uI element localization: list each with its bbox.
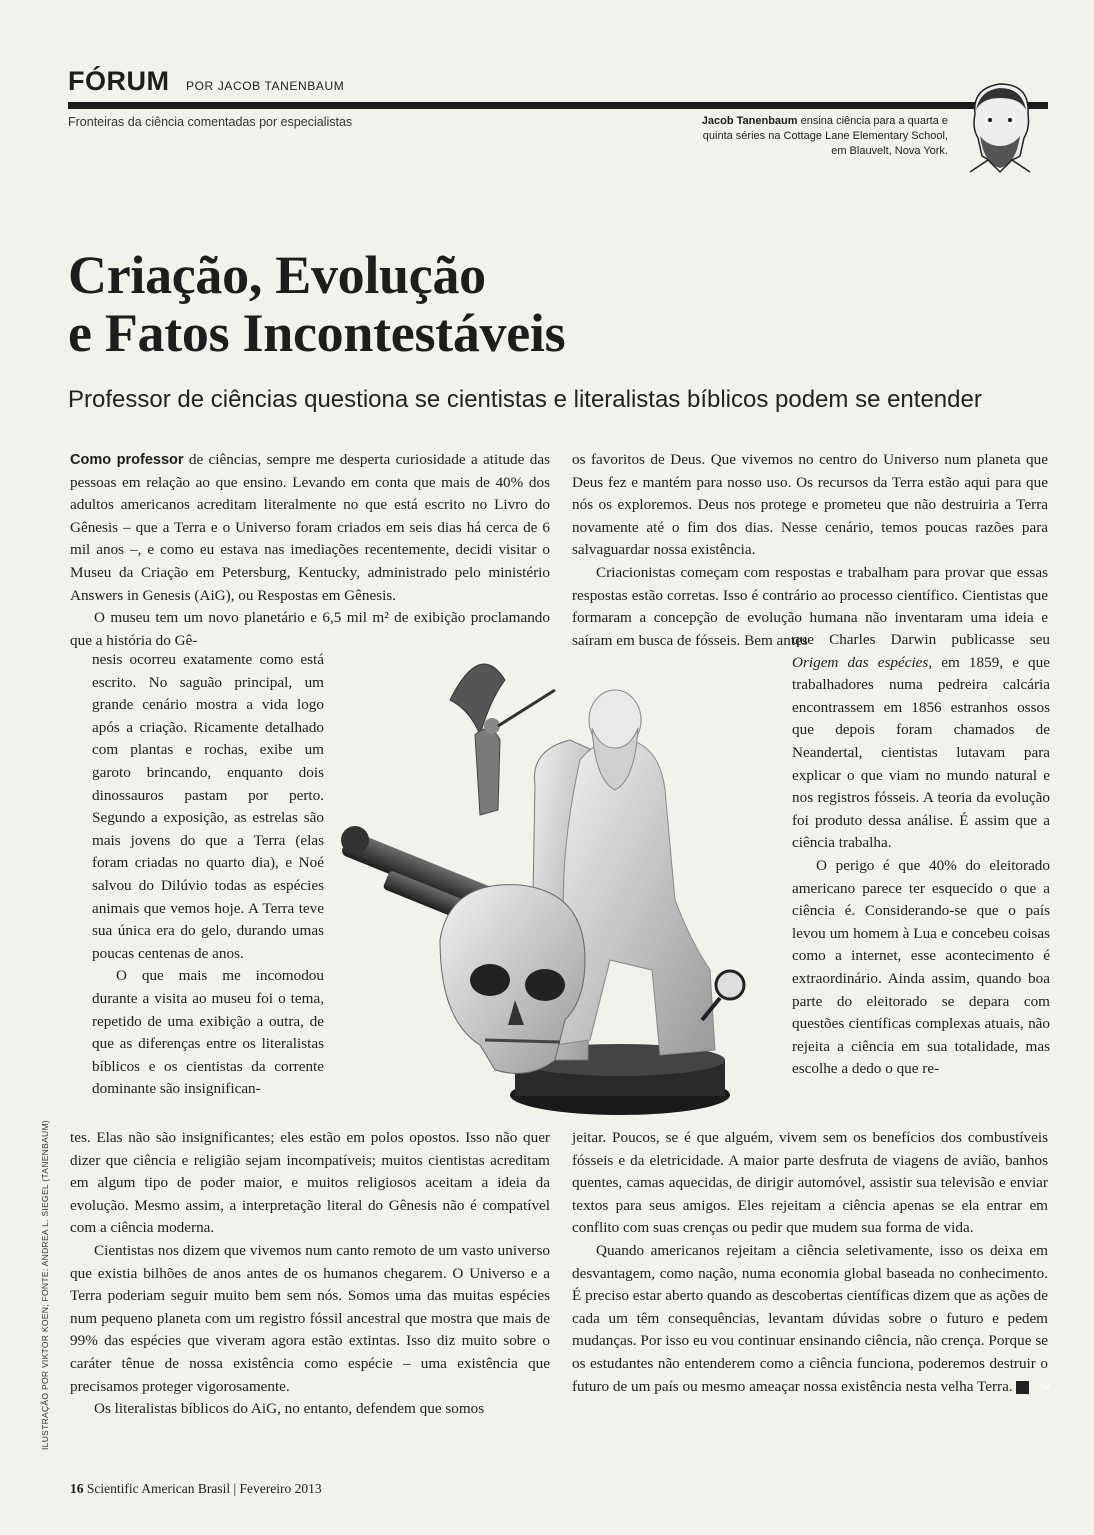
page-number: 16 <box>70 1481 84 1496</box>
paragraph: O que mais me incomodou durante a visita ao museu foi o tema, repetido de uma exibição a outra, de que as diferenças entre os literalistas bíblicos e os cientistas da corrente dominante são insignifican- <box>92 967 324 1098</box>
paragraph: Criacionistas começam com respostas e trabalham para provar que essas respostas estão corretas. Isso é contrário ao processo científico. Cientistas que formaram a concepção de evolução humana não inventaram uma ideia e saíram em busca de fósseis. Bem antes <box>572 563 1048 649</box>
paragraph: Os literalistas bíblicos do AiG, no entanto, defendem que somos <box>94 1400 485 1418</box>
column-1-middle <box>92 649 324 1101</box>
byline: POR JACOB TANENBAUM <box>186 79 345 93</box>
paragraph: os favoritos de Deus. Que vivemos no centro do Universo num planeta que Deus fez e mantém para nosso uso. Os recursos da Terra estão aqui para que nós os exploremos. Deus nos protege e prometeu que não destruiria a Terra novamente até o fim dos dias. Nesse cenário, temos poucas razões para salvaguardar nossa existência. <box>572 451 1048 559</box>
column-2-bottom <box>572 1127 1052 1398</box>
paragraph <box>70 449 550 607</box>
author-bio-text: ensina ciência para a quarta e quinta séries na Cottage Lane Elementary School, em Blauvelt, Nova York. <box>702 115 948 157</box>
author-name: Jacob Tanenbaum <box>701 115 798 127</box>
footer-divider: | <box>233 1481 237 1496</box>
darwin-statue-illustration <box>330 640 760 1120</box>
paragraph-text: de ciências, sempre me desperta curiosidade a atitude das pessoas em relação ao que ensino. Levando em conta que mais de 40% dos adultos americanos acreditam literalmente no que está escrito no Livro do Gênesis – que a Terra e o Universo foram criados em seis dias há cerca de 6 mil anos –, e como eu estava nas imediações recentemente, decidi visitar o Museu da Criação em Petersburg, Kentucky, administrado pelo ministério Answers in Genesis (AiG), ou Respostas em Gênesis. <box>70 451 550 604</box>
article-subtitle: Professor de ciências questiona se cientistas e literalistas bíblicos podem se entender <box>68 386 982 413</box>
paragraph: tes. Elas não são insignificantes; eles estão em polos opostos. Isso não quer dizer que ciência e religião sejam incompatíveis; muitos cientistas acreditam em algum tipo de poder maior, e muitos religiosos aceitam a ideia da evolução. Mesmo assim, a interpretação literal do Gênesis não é compatível com a ciência moderna. <box>70 1129 550 1237</box>
title-line-2: e Fatos Incontestáveis <box>68 303 566 363</box>
lead-in: Como professor <box>70 452 184 468</box>
section-tagline: Fronteiras da ciência comentadas por especialistas <box>68 115 353 129</box>
paragraph: O museu tem um novo planetário e 6,5 mil m² de exibição proclamando que a história do Gê- <box>70 609 550 649</box>
column-2-middle <box>792 629 1050 1081</box>
issue-date: Fevereiro 2013 <box>239 1481 322 1496</box>
paragraph: jeitar. Poucos, se é que alguém, vivem sem os benefícios dos combustíveis fósseis e da eletricidade. A maior parte desfruta de viagens de avião, banhos quentes, camas aquecidas, de dirigir automóvel, assistir sua televisão e enviar textos para seus amigos. Eles rejeitam a ciência apenas se ela entrar em conflito com suas crenças ou pedir que mudem sua forma de vida. <box>572 1129 1048 1237</box>
column-1-top <box>70 449 550 652</box>
author-portrait-illustration <box>950 76 1050 176</box>
paragraph-text: que Charles Darwin publicasse seu <box>792 631 1050 648</box>
article-title <box>68 246 888 362</box>
title-line-1: Criação, Evolução <box>68 245 486 305</box>
book-title: Origem das espécies <box>792 653 929 671</box>
illustration-credit <box>40 1120 54 1450</box>
section-title: FÓRUM <box>68 66 170 96</box>
header-rule <box>68 102 1048 109</box>
paragraph <box>792 629 1050 855</box>
paragraph: Cientistas nos dizem que vivemos num canto remoto de um vasto universo que existia bilhões de anos antes de os humanos chegarem. O Universo e a Terra poderiam seguir muito bem sem nós. Somos uma das muitas espécies num pequeno planeta com um registro fóssil ancestral que mostra que mais de 99% das espécies que viveram agora estão extintas. Isso diz muito sobre o caráter tênue de nossa existência como espécie – uma existência que precisamos proteger vigorosamente. <box>70 1241 550 1395</box>
paragraph <box>572 1240 1052 1398</box>
page-footer <box>70 1481 322 1497</box>
publication-name: Scientific American Brasil <box>86 1481 231 1496</box>
paragraph-text: Quando americanos rejeitam a ciência seletivamente, isso os deixa em desvantagem, como nação, numa economia global baseada no conhecimento. É preciso estar aberto quando as descobertas científicas dizem que as ações de cada um têm consequências, levantam dúvidas sobre o futuro e pedem mudanças. Por isso eu vou continuar ensinando ciência, não crença. Porque se os estudantes não entenderem como a ciência funciona, poderemos destruir o futuro de um país ou mesmo ameaçar nossa existência nesta velha Terra. <box>572 1241 1048 1395</box>
end-mark: SA <box>1016 1381 1029 1394</box>
column-1-bottom <box>70 1127 550 1421</box>
paragraph: nesis ocorreu exatamente como está escrito. No saguão principal, um grande cenário mostra a vida logo após a criação. Ricamente detalhado com plantas e rochas, exibe um garoto brincando, enquanto dois dinossauros pastam por perto. Segundo a exposição, as estrelas são mais jovens do que a Terra (elas foram criadas no quarto dia), e Noé salvou do Dilúvio todas as espécies animais que vemos hoje. A Terra teve sua única era do gelo, durando umas poucas centenas de anos. <box>92 651 324 962</box>
paragraph-text: , em 1859, e que trabalhadores numa pedreira calcária encontrassem em 1856 estranhos ossos que depois foram chamados de Neandertal, cientistas lutavam para explicar o que viam no mundo natural e nos registros fósseis. A teoria da evolução foi produto dessa análise. É assim que a ciência trabalha. <box>792 653 1050 852</box>
author-bio <box>700 114 948 159</box>
paragraph: O perigo é que 40% do eleitorado americano parece ter esquecido o que a ciência é. Considerando-se que o país levou um homem à Lua e concebeu coisas como a internet, esse acontecimento é extraordinário. Ainda assim, quando boa parte do eleitorado se depara com questões científicas complexas atuais, não rejeita a ciência em sua totalidade, mas escolhe a dedo o que re- <box>792 856 1050 1078</box>
column-2-top <box>572 449 1048 652</box>
credit-text: ILUSTRAÇÃO POR VIKTOR KOEN; FONTE: ANDREA L. SIEGEL (TANENBAUM) <box>40 1120 50 1450</box>
